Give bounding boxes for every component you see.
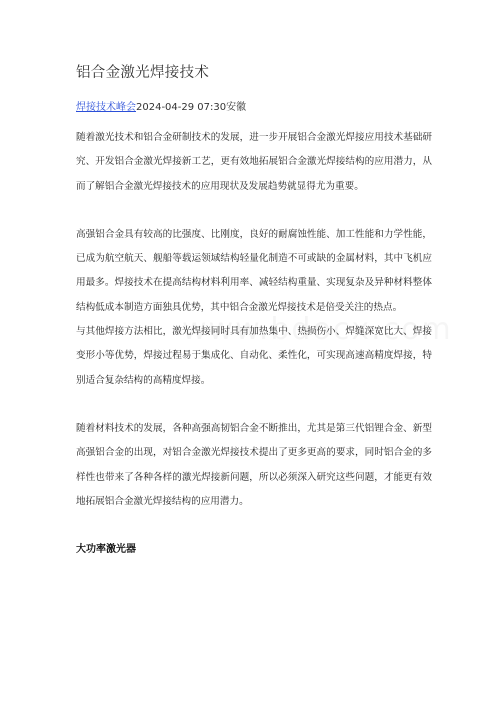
section-heading: 大功率激光器 bbox=[76, 544, 136, 556]
paragraph-spacer bbox=[76, 199, 432, 223]
paragraph-spacer bbox=[76, 393, 432, 417]
article bbox=[76, 62, 432, 562]
article-meta bbox=[76, 100, 432, 116]
paragraph-laser-advantages: 与其他焊接方法相比，激光焊接同时具有加热集中、热损伤小、焊缝深宽比大、焊接变形小等优势，焊接过程易于集成化、自动化、柔性化，可实现高速高精度焊接，特别适合复杂结构的高精度焊接。 bbox=[76, 326, 432, 386]
paragraph-material-development: 随着材料技术的发展，各种高强高韧铝合金不断推出，尤其是第三代铝锂合金、新型高强铝合金的出现，对铝合金激光焊接技术提出了更多更高的要求，同时铝合金的多样性也带来了各种各样的激光焊接新问题，所以必须深入研究这些问题，才能更有效地拓展铝合金激光焊接结构的应用潜力。 bbox=[76, 422, 432, 507]
paragraph-spacer bbox=[76, 514, 432, 538]
paragraph-high-strength-aluminum: 高强铝合金具有较高的比强度、比刚度，良好的耐腐蚀性能、加工性能和力学性能，已成为航空航天、舰船等载运领域结构轻量化制造不可或缺的金属材料，其中飞机应用最多。焊接技术在提高结构材料利用率、减轻结构重量、实现复杂及异种材料整体结构低成本制造方面独具优势，其中铝合金激光焊接技术是倍受关注的热点。 bbox=[76, 228, 432, 313]
publish-location: 安徽 bbox=[226, 102, 247, 113]
publish-date: 2024-04-29 07:30 bbox=[136, 102, 227, 113]
article-title: 铝合金激光焊接技术 bbox=[76, 65, 210, 81]
paragraph-intro: 随着激光技术和铝合金研制技术的发展，进一步开展铝合金激光焊接应用技术基础研究、开发铝合金激光焊接新工艺，更有效地拓展铝合金激光焊接结构的应用潜力，从而了解铝合金激光焊接技术的应用现状及发展趋势就显得尤为重要。 bbox=[76, 132, 432, 192]
author-link[interactable]: 焊接技术峰会 bbox=[76, 102, 136, 113]
